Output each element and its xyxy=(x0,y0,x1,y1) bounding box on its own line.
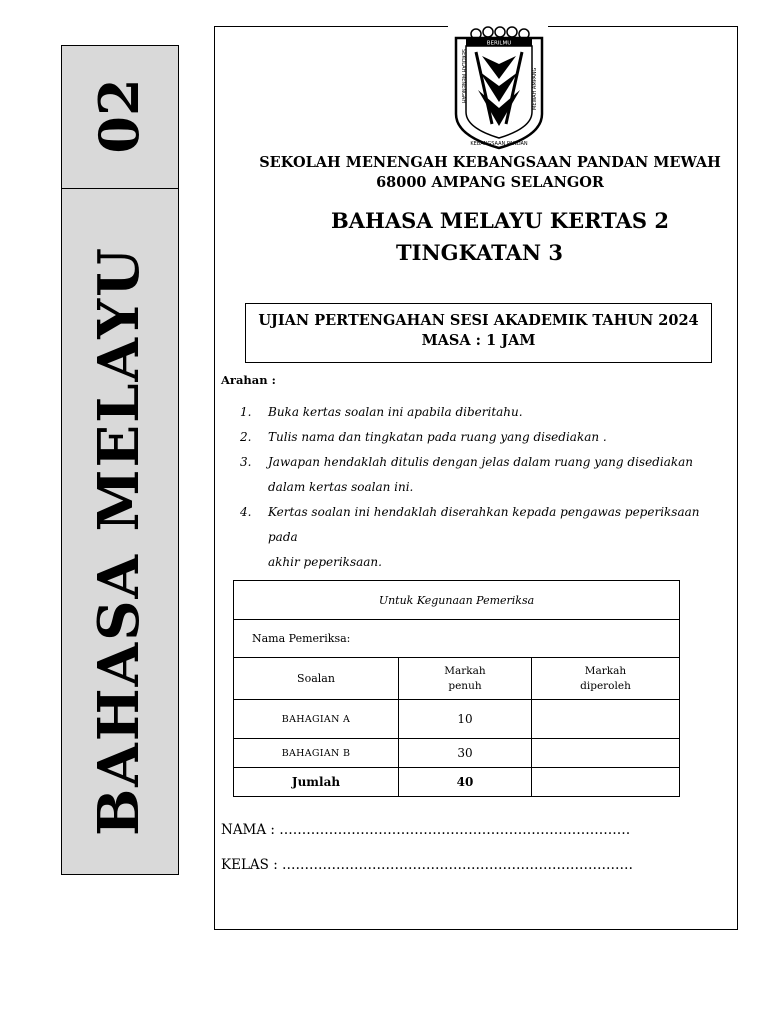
column-obtained-marks xyxy=(532,658,680,700)
column-full-marks xyxy=(399,658,532,700)
instruction-item xyxy=(240,400,720,425)
crest-right-text: MEWAH AMPANG xyxy=(532,67,538,110)
form-level: TINGKATAN 3 xyxy=(396,240,564,265)
section-a-label: BAHAGIAN A xyxy=(234,700,399,739)
instruction-text: akhir peperiksaan. xyxy=(268,555,382,569)
table-row xyxy=(234,739,680,768)
instruction-text: Tulis nama dan tingkatan pada ruang yang disediakan . xyxy=(268,430,607,444)
section-b-label: BAHAGIAN B xyxy=(234,739,399,768)
side-spine xyxy=(61,45,179,875)
section-b-obtained-marks[interactable] xyxy=(532,739,680,768)
column-obtained-line2: diperoleh xyxy=(580,679,631,692)
column-obtained-line1: Markah xyxy=(584,664,627,677)
examiner-name-field[interactable]: Nama Pemeriksa: xyxy=(234,620,680,658)
total-label: Jumlah xyxy=(234,768,399,797)
student-name-field[interactable]: NAMA : …………………………………………………………………… xyxy=(221,822,631,838)
crest-left-text: SEKOLAH MENENGAH xyxy=(460,49,466,104)
instruction-item xyxy=(240,450,720,500)
crest-bottom-text: KEBANGSAAN PANDAN xyxy=(470,141,528,147)
examiner-table-header: Untuk Kegunaan Pemeriksa xyxy=(234,581,680,620)
column-full-marks-line1: Markah xyxy=(444,664,486,677)
section-a-full-marks: 10 xyxy=(399,700,532,739)
exam-duration: MASA : 1 JAM xyxy=(421,332,536,349)
instruction-number: 1. xyxy=(240,405,252,419)
instruction-item xyxy=(240,500,720,575)
section-a-obtained-marks[interactable] xyxy=(532,700,680,739)
instruction-text: Buka kertas soalan ini apabila diberitahu. xyxy=(268,405,523,419)
instruction-text: Kertas soalan ini hendaklah diserahkan kepada pengawas peperiksaan pada xyxy=(268,505,700,544)
exam-info-box xyxy=(245,303,712,363)
instruction-number: 3. xyxy=(240,455,252,469)
instruction-number: 4. xyxy=(240,505,252,519)
school-address: 68000 AMPANG SELANGOR xyxy=(376,174,604,191)
column-full-marks-line2: penuh xyxy=(448,679,482,692)
instructions-label: Arahan : xyxy=(221,373,276,387)
school-name: SEKOLAH MENENGAH KEBANGSAAN PANDAN MEWAH xyxy=(259,154,721,171)
exam-name: UJIAN PERTENGAHAN SESI AKADEMIK TAHUN 2024 xyxy=(258,312,699,329)
spine-number-box xyxy=(62,46,178,189)
total-full-marks: 40 xyxy=(399,768,532,797)
instruction-text: dalam kertas soalan ini. xyxy=(268,480,414,494)
student-class-field[interactable]: KELAS : …………………………………………………………………… xyxy=(221,857,634,873)
column-question: Soalan xyxy=(234,658,399,700)
examiner-table xyxy=(233,580,680,797)
instructions-list xyxy=(240,400,720,575)
spine-subject: BAHASA MELAYU xyxy=(86,245,152,837)
crest-top-text: BERILMU xyxy=(486,40,512,47)
school-crest-logo xyxy=(446,24,550,154)
section-b-full-marks: 30 xyxy=(399,739,532,768)
table-row xyxy=(234,700,680,739)
instruction-item xyxy=(240,425,720,450)
paper-number: 02 xyxy=(87,78,151,154)
total-obtained-marks[interactable] xyxy=(532,768,680,797)
table-row xyxy=(234,768,680,797)
instruction-number: 2. xyxy=(240,430,252,444)
instruction-text: Jawapan hendaklah ditulis dengan jelas dalam ruang yang disediakan xyxy=(268,455,693,469)
subject-title: BAHASA MELAYU KERTAS 2 xyxy=(330,208,670,233)
